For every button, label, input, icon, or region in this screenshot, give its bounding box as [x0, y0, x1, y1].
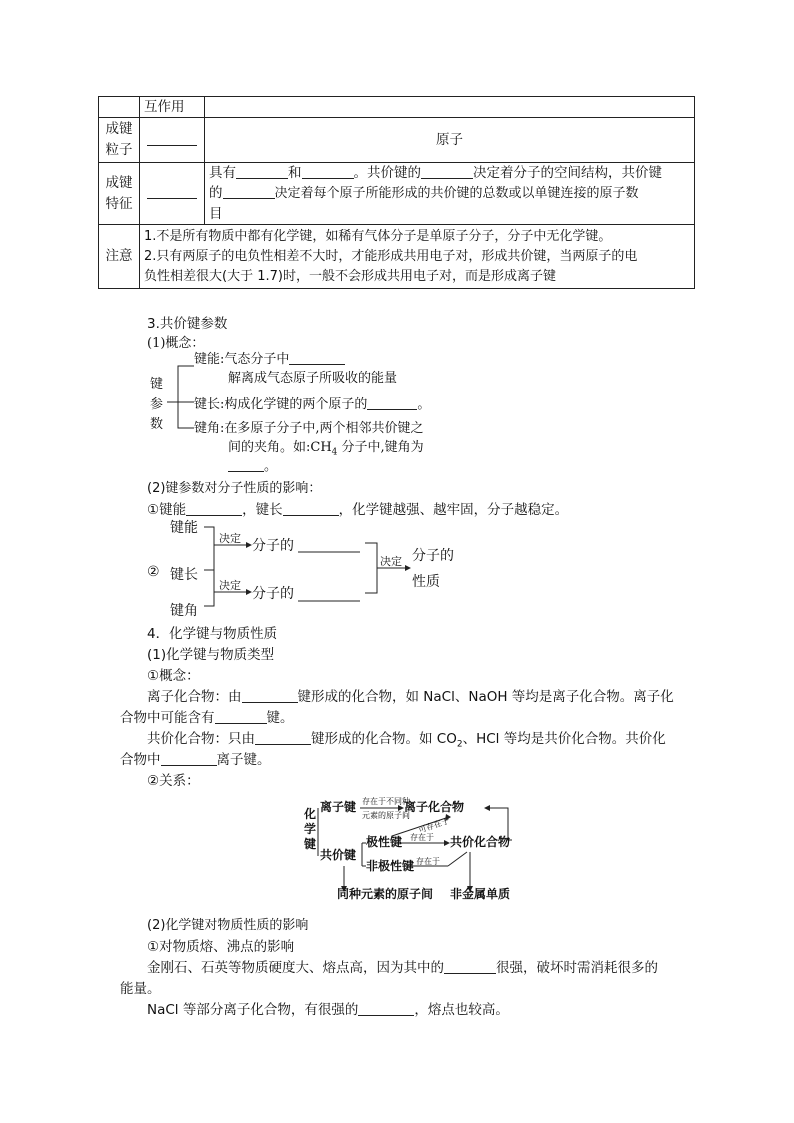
edge-label: 元素的原子间 [362, 811, 410, 820]
ionic-bond-node: 离子键 [320, 800, 357, 814]
text: 合物中 [120, 752, 161, 768]
relation-label: ②关系： [147, 773, 200, 789]
diagram-number: ② [147, 564, 160, 580]
diamond-line1 [147, 956, 658, 976]
text: 共价化合物：只由 [147, 731, 255, 747]
text: 键形成的化合物，如 NaCl、NaOH 等均是离子化合物。离子化 [297, 689, 674, 705]
subsection-title: (1)概念： [147, 336, 205, 351]
subscript: 4 [331, 447, 338, 458]
text: 目 [209, 206, 223, 222]
blank-field [444, 960, 496, 975]
chem-bond-vertical: 化 [304, 807, 317, 821]
text: 键能:气态分子中 [194, 352, 290, 367]
brace-label: 数 [150, 417, 164, 432]
text: 很强，破坏时需消耗很多的 [496, 960, 658, 976]
text: 和 [288, 165, 302, 181]
table-cell-interaction: 互作用 [140, 97, 205, 118]
same-element-atoms-node: 同种元素的原子间 [337, 887, 434, 901]
note-line: 2.只有两原子的电负性相差不大时，才能形成共用电子对，形成共价键，当两原子的电 [144, 248, 638, 264]
brace-label: 键 [150, 377, 164, 392]
covalent-compound-node: 共价化合物 [450, 835, 511, 849]
text: 合物中可能含有 [120, 710, 215, 726]
edge-label: 存在于 [416, 857, 440, 866]
text: 键形成的化合物。如 CO [311, 731, 457, 747]
section-title: 3.共价键参数 [147, 316, 228, 332]
row-label-note: 注意 [99, 225, 140, 289]
chem-bond-vertical: 键 [304, 837, 317, 851]
subsection-title: (1)化学键与物质类型 [147, 647, 275, 663]
text: NaCl 等部分离子化合物，有很强的 [147, 1002, 359, 1018]
blank-field [358, 1002, 414, 1017]
text: 金刚石、石英等物质硬度大、熔点高，因为其中的 [147, 960, 444, 976]
concept-label: ①概念： [147, 668, 200, 684]
text: 。 [417, 397, 431, 412]
bond-energy-line2: 解离成气态原子所吸收的能量 [228, 371, 398, 386]
text: 键长:构成化学键的两个原子的 [194, 397, 368, 412]
text: 具有 [209, 165, 236, 181]
chem-bond-vertical: 学 [304, 822, 317, 836]
ionic-compound-node: 离子化合物 [404, 800, 465, 814]
nonpolar-bond-node: 非极性键 [366, 859, 415, 873]
text: 分子中,键角为 [337, 440, 424, 455]
text: 决定着分子的空间结构，共价键 [473, 165, 662, 181]
text: 。 [264, 459, 278, 474]
diagram-molecule-2: 分子的 [252, 586, 294, 602]
covalent-bond-node: 共价键 [320, 848, 357, 862]
text: 、HCl 等均是共价化合物。共价化 [462, 731, 666, 747]
diagram-bond-angle: 键角 [170, 603, 198, 619]
diagram-bond-energy: 键能 [170, 520, 198, 536]
bond-angle-line1: 键角:在多原子分子中,两个相邻共价键之 [194, 421, 424, 436]
subsection-title: (2)键参数对分子性质的影响： [147, 481, 322, 496]
text: 决定着每个原子所能形成的共价键的总数或以单键连接的原子数 [274, 186, 639, 201]
text: 键。 [266, 710, 294, 726]
melting-point-heading: ①对物质熔、沸点的影响 [147, 939, 295, 955]
nacl-line [147, 998, 509, 1018]
row-label-text: 成键 特征 [105, 174, 133, 212]
table-cell-atom: 原子 [205, 118, 695, 163]
text: 间的夹角。如:CH [228, 440, 332, 455]
diagram-bond-length: 键长 [170, 567, 198, 583]
edge-label: 可存在于 [417, 816, 451, 835]
brace-label: 参 [150, 397, 164, 412]
section-title: 4．化学键与物质性质 [147, 626, 278, 642]
text: ，键长 [242, 502, 283, 518]
text: ①键能 [147, 502, 187, 518]
edge-label: 存在于不同种 [362, 797, 410, 806]
text: 离子键。 [216, 752, 271, 768]
text: 的 [209, 185, 223, 201]
diamond-line2: 能量。 [120, 981, 161, 997]
subsection-title: (2)化学键对物质性质的影响 [147, 918, 309, 933]
decide-label: 决定 [380, 555, 402, 568]
diagram-property-2: 性质 [412, 574, 440, 590]
row-label-text: 成键 粒子 [105, 121, 133, 158]
nonmetal-element-node: 非金属单质 [450, 887, 511, 901]
edge-label: 存在于 [410, 833, 434, 842]
text: ，化学键越强、越牢固，分子越稳定。 [338, 502, 569, 518]
decide-label: 决定 [219, 579, 241, 592]
decide-label: 决定 [219, 532, 241, 545]
note-line: 1.不是所有物质中都有化学键，如稀有气体分子是单原子分子，分子中无化学键。 [144, 228, 612, 244]
diagram-molecule-1: 分子的 [252, 538, 294, 554]
diagram-property-1: 分子的 [412, 548, 454, 564]
subscript: 2 [456, 739, 463, 750]
polar-bond-node: 极性键 [366, 835, 403, 849]
text: ，熔点也较高。 [414, 1002, 509, 1018]
note-line: 负性相差很大(大于 1.7)时，一般不会形成共用电子对，而是形成离子键 [144, 268, 556, 284]
text: 。共价键的 [353, 165, 421, 181]
text: 离子化合物：由 [147, 689, 242, 705]
